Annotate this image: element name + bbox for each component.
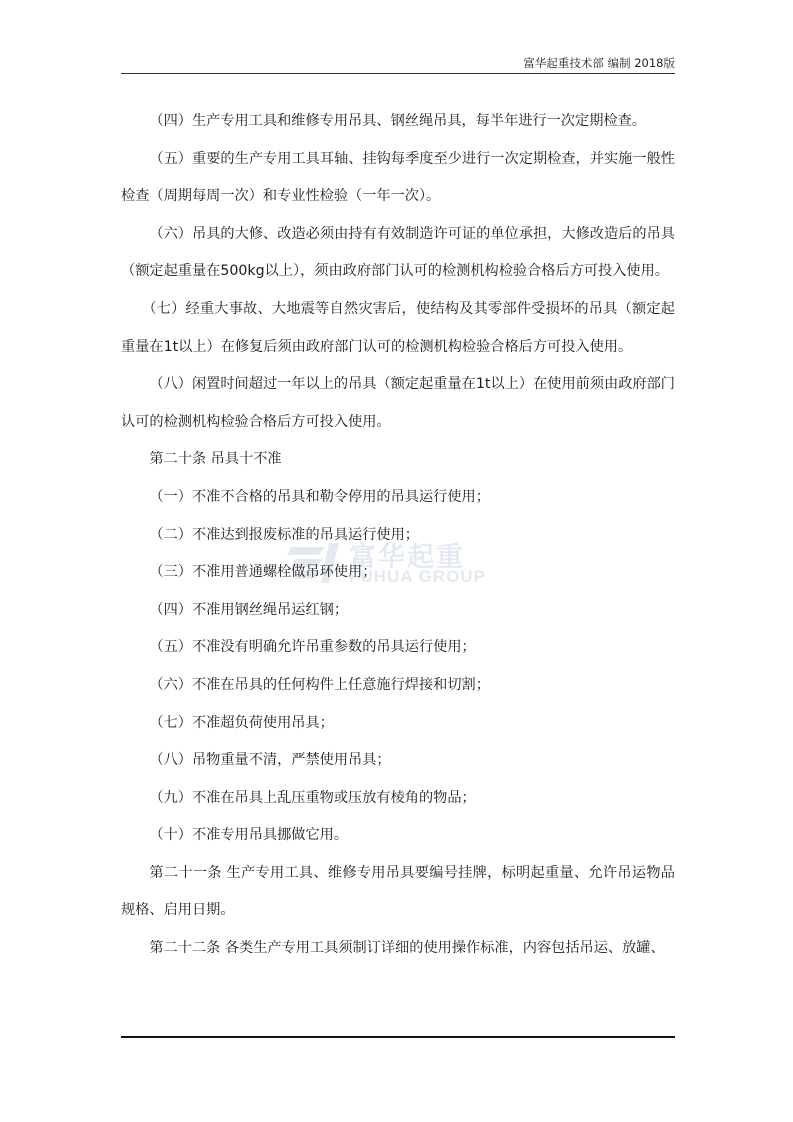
rule-1: （一）不准不合格的吊具和勒令停用的吊具运行使用；: [149, 488, 490, 505]
rule-3: （三）不准用普通螺栓做吊环使用；: [149, 564, 377, 581]
rule-5: （五）不准没有明确允许吊重参数的吊具运行使用；: [149, 639, 476, 656]
page-header: 富华起重技术部 编制 2018版: [523, 56, 675, 70]
article-22: 第二十二条 各类生产专用工具须制订详细的使用操作标准，内容包括吊运、放罐、: [149, 940, 665, 957]
paragraph-5-inspection: （五）重要的生产专用工具耳轴、挂钩每季度至少进行一次定期检查，并实施一般性检查（周期每周一次）和专业性检验（一年一次）。: [121, 150, 675, 205]
rule-8: （八）吊物重量不清，严禁使用吊具；: [149, 752, 391, 769]
rule-10: （十）不准专用吊具挪做它用。: [149, 827, 349, 844]
rule-4: （四）不准用钢丝绳吊运红钢；: [149, 601, 349, 618]
paragraph-6-overhaul: （六）吊具的大修、改造必须由持有有效制造许可证的单位承担，大修改造后的吊具（额定起重量在500kg以上），须由政府部门认可的检测机构检验合格后方可投入使用。: [121, 225, 675, 280]
paragraph-4-inspection: （四）生产专用工具和维修专用吊具、钢丝绳吊具，每半年进行一次定期检查。: [149, 113, 646, 129]
footer-rule: [121, 1036, 675, 1038]
article-20-heading: 第二十条 吊具十不准: [149, 451, 282, 468]
header-rule: [121, 73, 675, 74]
rule-2: （二）不准达到报废标准的吊具运行使用；: [149, 526, 419, 543]
document-body: [121, 103, 675, 968]
rule-7: （七）不准超负荷使用吊具；: [149, 714, 334, 731]
watermark-cn: 富华起重: [349, 542, 465, 573]
paragraph-7-disaster: （七）经重大事故、大地震等自然灾害后，使结构及其零部件受损坏的吊具（额定起重量在1t以上）在修复后须由政府部门认可的检测机构检验合格后方可投入使用。: [121, 300, 675, 355]
article-21: 第二十一条 生产专用工具、维修专用吊具要编号挂牌，标明起重量、允许吊运物品规格、启用日期。: [121, 864, 675, 919]
rule-9: （九）不准在吊具上乱压重物或压放有棱角的物品；: [149, 789, 476, 806]
rule-6: （六）不准在吊具的任何构件上任意施行焊接和切割；: [149, 676, 490, 693]
watermark-en: FUHUA GROUP: [349, 567, 486, 586]
paragraph-8-idle: （八）闲置时间超过一年以上的吊具（额定起重量在1t以上）在使用前须由政府部门认可的检测机构检验合格后方可投入使用。: [121, 376, 675, 430]
